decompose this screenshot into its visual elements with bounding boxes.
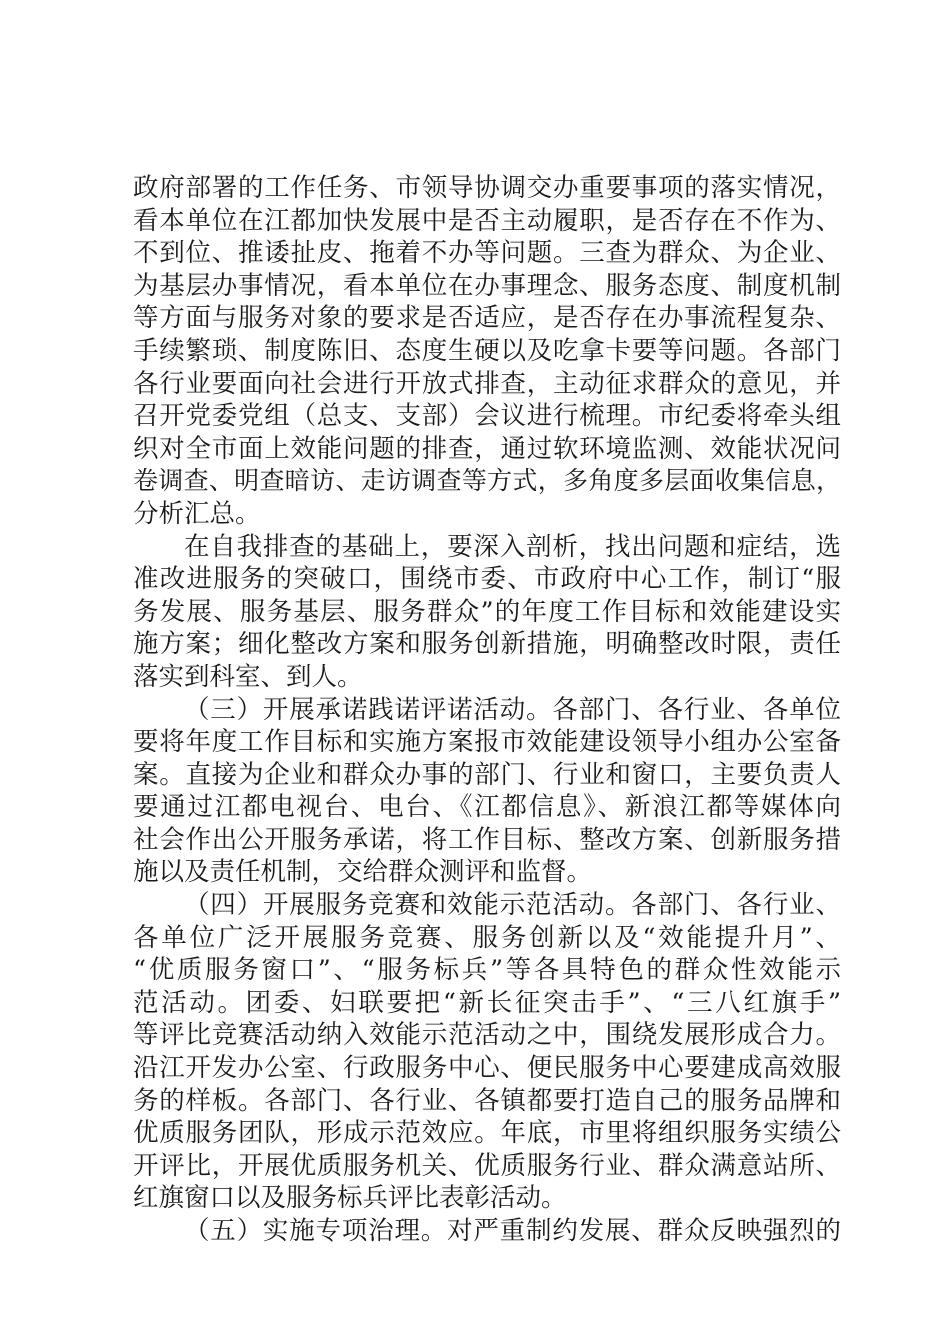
text-line: 为基层办事情况，看本单位在办事理念、服务态度、制度机制 bbox=[133, 270, 841, 301]
text-line: 施以及责任机制，交给群众测评和监督。 bbox=[133, 857, 593, 888]
text-line: 等评比竞赛活动纳入效能示范活动之中，围绕发展形成合力。 bbox=[133, 1020, 841, 1051]
text-line: 开评比，开展优质服务机关、优质服务行业、群众满意站所、 bbox=[133, 1150, 841, 1181]
text-line: 务的样板。各部门、各行业、各镇都要打造自己的服务品牌和 bbox=[133, 1085, 841, 1116]
text-line: 要将年度工作目标和实施方案报市效能建设领导小组办公室备 bbox=[133, 727, 841, 758]
text-line: 范活动。团委、妇联要把“新长征突击手”、“三八红旗手” bbox=[133, 987, 841, 1018]
text-line: 红旗窗口以及服务标兵评比表彰活动。 bbox=[133, 1183, 567, 1214]
text-line: 落实到科室、到人。 bbox=[133, 661, 363, 692]
document-body bbox=[133, 172, 841, 1248]
text-line: 优质服务团队，形成示范效应。年底，市里将组织服务实绩公 bbox=[133, 1118, 841, 1149]
text-line: “优质服务窗口”、“服务标兵”等各具特色的群众性效能示 bbox=[133, 955, 841, 986]
text-line: 案。直接为企业和群众办事的部门、行业和窗口，主要负责人 bbox=[133, 759, 841, 790]
text-line: 沿江开发办公室、行政服务中心、便民服务中心要建成高效服 bbox=[133, 1053, 841, 1084]
text-line: 社会作出公开服务承诺，将工作目标、整改方案、创新服务措 bbox=[133, 824, 841, 855]
paragraph-first-line: 在自我排查的基础上，要深入剖析，找出问题和症结，选 bbox=[184, 531, 841, 562]
text-line: 各行业要面向社会进行开放式排查，主动征求群众的意见，并 bbox=[133, 368, 841, 399]
text-line: 召开党委党组（总支、支部）会议进行梳理。市纪委将牵头组 bbox=[133, 401, 841, 432]
text-line: 施方案；细化整改方案和服务创新措施，明确整改时限，责任 bbox=[133, 629, 841, 660]
text-line: 手续繁琐、制度陈旧、态度生硬以及吃拿卡要等问题。各部门 bbox=[133, 335, 841, 366]
text-line: 不到位、推诿扯皮、拖着不办等问题。三查为群众、为企业、 bbox=[133, 238, 841, 269]
text-line: 政府部署的工作任务、市领导协调交办重要事项的落实情况， bbox=[133, 173, 841, 203]
text-line: 务发展、服务基层、服务群众”的年度工作目标和效能建设实 bbox=[133, 596, 841, 627]
paragraph-first-line: （三）开展承诺践诺评诺活动。各部门、各行业、各单位 bbox=[184, 694, 841, 725]
text-line: 等方面与服务对象的要求是否适应，是否存在办事流程复杂、 bbox=[133, 303, 841, 334]
text-line: 分析汇总。 bbox=[133, 498, 261, 529]
text-line: 各单位广泛开展服务竞赛、服务创新以及“效能提升月”、 bbox=[133, 922, 841, 953]
paragraph-first-line: （四）开展服务竞赛和效能示范活动。各部门、各行业、 bbox=[184, 890, 841, 921]
paragraph-first-line: （五）实施专项治理。对严重制约发展、群众反映强烈的 bbox=[184, 1216, 841, 1246]
text-line: 准改进服务的突破口，围绕市委、市政府中心工作，制订“服 bbox=[133, 564, 841, 595]
text-line: 看本单位在江都加快发展中是否主动履职，是否存在不作为、 bbox=[133, 205, 841, 236]
text-line: 织对全市面上效能问题的排查，通过软环境监测、效能状况问 bbox=[133, 433, 841, 464]
text-line: 卷调查、明查暗访、走访调查等方式，多角度多层面收集信息， bbox=[133, 466, 841, 496]
text-line: 要通过江都电视台、电台、《江都信息》、新浪江都等媒体向 bbox=[133, 792, 841, 823]
